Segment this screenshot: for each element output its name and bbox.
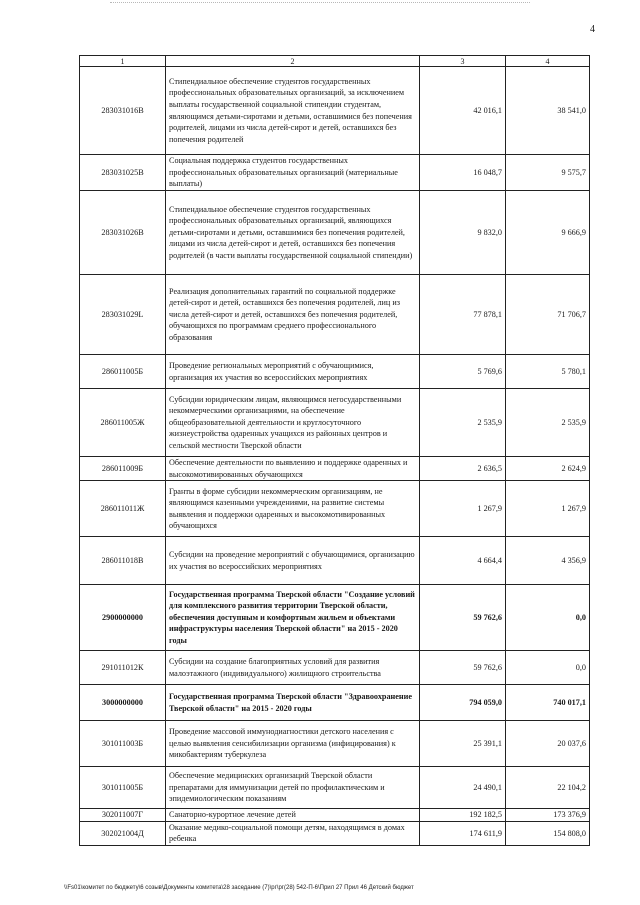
- budget-table: [79, 55, 590, 846]
- amount-col3-cell: 2 636,5: [420, 457, 506, 481]
- budget-code-cell: 2900000000: [80, 585, 166, 651]
- budget-code-cell: 302021004Д: [80, 821, 166, 845]
- amount-col4-cell: 2 535,9: [506, 389, 590, 457]
- table-row: [80, 537, 590, 585]
- amount-col4-cell: 0,0: [506, 651, 590, 685]
- table-row: [80, 67, 590, 155]
- table-row: [80, 191, 590, 275]
- budget-code-cell: 301011003Б: [80, 721, 166, 767]
- amount-col4-cell: 1 267,9: [506, 481, 590, 537]
- amount-col3-cell: 794 059,0: [420, 685, 506, 721]
- item-name-cell: Оказание медико-социальной помощи детям, находящимся в домах ребенка: [166, 821, 420, 845]
- budget-code-cell: 283031016В: [80, 67, 166, 155]
- item-name-cell: Проведение региональных мероприятий с обучающимися, организация их участия во всероссийских мероприятиях: [166, 355, 420, 389]
- item-name-cell: Стипендиальное обеспечение студентов государственных профессиональных образовательных организаций, являющихся детьми-сиротами и детьми, оставшимися без попечения родителей, лицами из числа детей-сирот и детей, оставшихся без попечения родителей (в части выплаты государственной социальной стипендии): [166, 191, 420, 275]
- item-name-cell: Обеспечение медицинских организаций Тверской области препаратами для иммунизации детей по профилактическим и эпидемиологическим показаниям: [166, 767, 420, 809]
- amount-col3-cell: 5 769,6: [420, 355, 506, 389]
- table-row: [80, 651, 590, 685]
- amount-col3-cell: 24 490,1: [420, 767, 506, 809]
- amount-col3-cell: 4 664,4: [420, 537, 506, 585]
- budget-code-cell: 286011009Б: [80, 457, 166, 481]
- amount-col3-cell: 42 016,1: [420, 67, 506, 155]
- table-row: [80, 481, 590, 537]
- amount-col4-cell: 4 356,9: [506, 537, 590, 585]
- item-name-cell: Стипендиальное обеспечение студентов государственных профессиональных образовательных организаций, за исключением выплаты государственной социальной стипендии студентам, являющимся детьми-сиротами и детьми, оставшимися без попечения родителей, лицами из числа детей-сирот и детей, оставшихся без попечения родителей: [166, 67, 420, 155]
- table-row: [80, 685, 590, 721]
- item-name-cell: Субсидии на создание благоприятных условий для развития малоэтажного (индивидуального) жилищного строительства: [166, 651, 420, 685]
- amount-col3-cell: 59 762,6: [420, 585, 506, 651]
- amount-col3-cell: 1 267,9: [420, 481, 506, 537]
- amount-col4-cell: 20 037,6: [506, 721, 590, 767]
- budget-code-cell: 302011007Г: [80, 809, 166, 822]
- budget-code-cell: 286011011Ж: [80, 481, 166, 537]
- amount-col4-cell: 154 808,0: [506, 821, 590, 845]
- item-name-cell: Государственная программа Тверской области "Здравоохранение Тверской области" на 2015 - 2020 годы: [166, 685, 420, 721]
- item-name-cell: Гранты в форме субсидии некоммерческим организациям, не являющимся казенными учреждениями, на развитие системы выявления и поддержки одаренных и высокомотивированных обучающихся: [166, 481, 420, 537]
- amount-col3-cell: 2 535,9: [420, 389, 506, 457]
- budget-code-cell: 301011005Б: [80, 767, 166, 809]
- item-name-cell: Реализация дополнительных гарантий по социальной поддержке детей-сирот и детей, оставшихся без попечения родителей, лиц из числа детей-сирот и детей, оставшихся без попечения родителей, обучающихся по программам среднего профессионального образования: [166, 275, 420, 355]
- amount-col3-cell: 9 832,0: [420, 191, 506, 275]
- amount-col3-cell: 192 182,5: [420, 809, 506, 822]
- table-row: [80, 821, 590, 845]
- budget-code-cell: 283031026В: [80, 191, 166, 275]
- column-header: 4: [506, 56, 590, 67]
- amount-col4-cell: 9 666,9: [506, 191, 590, 275]
- amount-col3-cell: 16 048,7: [420, 155, 506, 191]
- amount-col4-cell: 2 624,9: [506, 457, 590, 481]
- table-row: [80, 275, 590, 355]
- budget-code-cell: 286011005Б: [80, 355, 166, 389]
- item-name-cell: Субсидии на проведение мероприятий с обучающимися, организацию их участия во всероссийских мероприятиях: [166, 537, 420, 585]
- table-row: [80, 585, 590, 651]
- amount-col4-cell: 9 575,7: [506, 155, 590, 191]
- budget-code-cell: 283031025В: [80, 155, 166, 191]
- file-path-footer: \\Fs01\комитет по бюджету\6 созыв\Документы комитета\28 заседание (7)\рг\рг(28) 542-П-6\Прил 27 Прил 46 Детский бюджет: [64, 885, 414, 891]
- amount-col3-cell: 59 762,6: [420, 651, 506, 685]
- table-row: [80, 355, 590, 389]
- item-name-cell: Санаторно-курортное лечение детей: [166, 809, 420, 822]
- budget-code-cell: 3000000000: [80, 685, 166, 721]
- table-header-row: [80, 56, 590, 67]
- item-name-cell: Проведение массовой иммунодиагностики детского населения с целью выявления сенсибилизации организма (инфицирования) к микобактериям туберкулеза: [166, 721, 420, 767]
- amount-col3-cell: 25 391,1: [420, 721, 506, 767]
- amount-col4-cell: 5 780,1: [506, 355, 590, 389]
- item-name-cell: Обеспечение деятельности по выявлению и поддержке одаренных и высокомотивированных обучающихся: [166, 457, 420, 481]
- table-row: [80, 389, 590, 457]
- table-row: [80, 457, 590, 481]
- item-name-cell: Социальная поддержка студентов государственных профессиональных образовательных организаций (материальные выплаты): [166, 155, 420, 191]
- budget-code-cell: 283031029L: [80, 275, 166, 355]
- column-header: 3: [420, 56, 506, 67]
- amount-col4-cell: 740 017,1: [506, 685, 590, 721]
- scan-artifact-line: [110, 2, 530, 7]
- budget-code-cell: 286011005Ж: [80, 389, 166, 457]
- table-row: [80, 155, 590, 191]
- amount-col3-cell: 174 611,9: [420, 821, 506, 845]
- table-row: [80, 809, 590, 822]
- amount-col4-cell: 22 104,2: [506, 767, 590, 809]
- item-name-cell: Государственная программа Тверской области "Создание условий для комплексного развития территории Тверской области, обеспечения доступным и комфортным жильем и объектами инфраструктуры населения Тверской области" на 2015 - 2020 годы: [166, 585, 420, 651]
- amount-col3-cell: 77 878,1: [420, 275, 506, 355]
- amount-col4-cell: 38 541,0: [506, 67, 590, 155]
- budget-code-cell: 291011012К: [80, 651, 166, 685]
- amount-col4-cell: 0,0: [506, 585, 590, 651]
- table-row: [80, 767, 590, 809]
- page-number: 4: [590, 24, 595, 35]
- item-name-cell: Субсидии юридическим лицам, являющимся негосударственными некоммерческими организациями, на обеспечение общеобразовательной деятельности и круглосуточного жизнеустройства одаренных учащихся из районных центров и сельской местности Тверской области: [166, 389, 420, 457]
- budget-code-cell: 286011018В: [80, 537, 166, 585]
- column-header: 1: [80, 56, 166, 67]
- amount-col4-cell: 173 376,9: [506, 809, 590, 822]
- table-row: [80, 721, 590, 767]
- amount-col4-cell: 71 706,7: [506, 275, 590, 355]
- column-header: 2: [166, 56, 420, 67]
